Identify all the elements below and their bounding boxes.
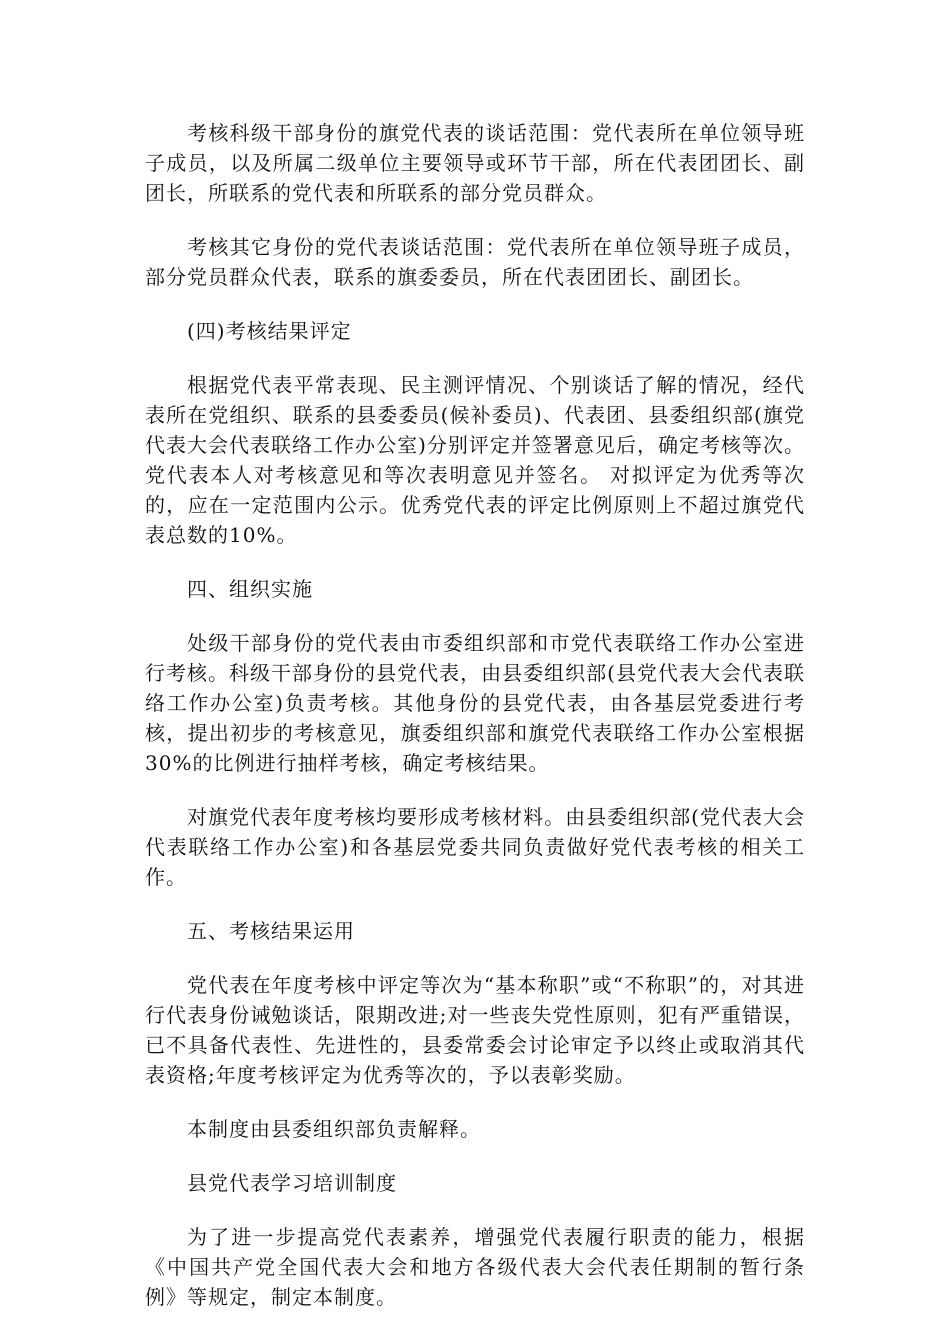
paragraph-training-purpose: 为了进一步提高党代表素养，增强党代表履行职责的能力，根据《中国共产党全国代表大会和地方各级代表大会代表任期制的暂行条例》等规定，制定本制度。 xyxy=(145,1225,805,1309)
paragraph-result-application: 党代表在年度考核中评定等次为“基本称职”或“不称职”的，对其进行代表身份诫勉谈话，限期改进;对一些丧失党性原则，犯有严重错误，已不具备代表性、先进性的，县委常委会讨论审定予以终止或取消其代表资格;年度考核评定为优秀等次的，予以表彰奖励。 xyxy=(145,973,805,1087)
document-body xyxy=(145,118,805,1336)
paragraph-interpretation: 本制度由县委组织部负责解释。 xyxy=(187,1117,481,1141)
heading-assessment-result-evaluation: (四)考核结果评定 xyxy=(187,319,352,343)
paragraph-assessment-materials: 对旗党代表年度考核均要形成考核材料。由县委组织部(党代表大会代表联络工作办公室)和各基层党委共同负责做好党代表考核的相关工作。 xyxy=(145,805,805,889)
heading-training-system: 县党代表学习培训制度 xyxy=(187,1171,397,1195)
paragraph-evaluation-procedure: 根据党代表平常表现、民主测评情况、个别谈话了解的情况，经代表所在党组织、联系的县委委员(候补委员)、代表团、县委组织部(旗党代表大会代表联络工作办公室)分别评定并签署意见后，确定考核等次。党代表本人对考核意见和等次表明意见并签名。 对拟评定为优秀等次的，应在一定范围内公示。优秀党代表的评定比例原则上不超过旗党代表总数的10%。 xyxy=(145,373,805,547)
heading-organization-implementation: 四、组织实施 xyxy=(187,577,313,601)
paragraph-interview-scope-section-level: 考核科级干部身份的旗党代表的谈话范围：党代表所在单位领导班子成员，以及所属二级单位主要领导或环节干部，所在代表团团长、副团长，所联系的党代表和所联系的部分党员群众。 xyxy=(145,121,805,205)
paragraph-interview-scope-other: 考核其它身份的党代表谈话范围：党代表所在单位领导班子成员，部分党员群众代表，联系的旗委委员，所在代表团团长、副团长。 xyxy=(145,235,805,289)
paragraph-assessment-responsibility: 处级干部身份的党代表由市委组织部和市党代表联络工作办公室进行考核。科级干部身份的县党代表，由县委组织部(县党代表大会代表联络工作办公室)负责考核。其他身份的县党代表，由各基层党委进行考核，提出初步的考核意见，旗委组织部和旗党代表联络工作办公室根据30%的比例进行抽样考核，确定考核结果。 xyxy=(145,631,805,775)
heading-result-application: 五、考核结果运用 xyxy=(187,919,355,943)
